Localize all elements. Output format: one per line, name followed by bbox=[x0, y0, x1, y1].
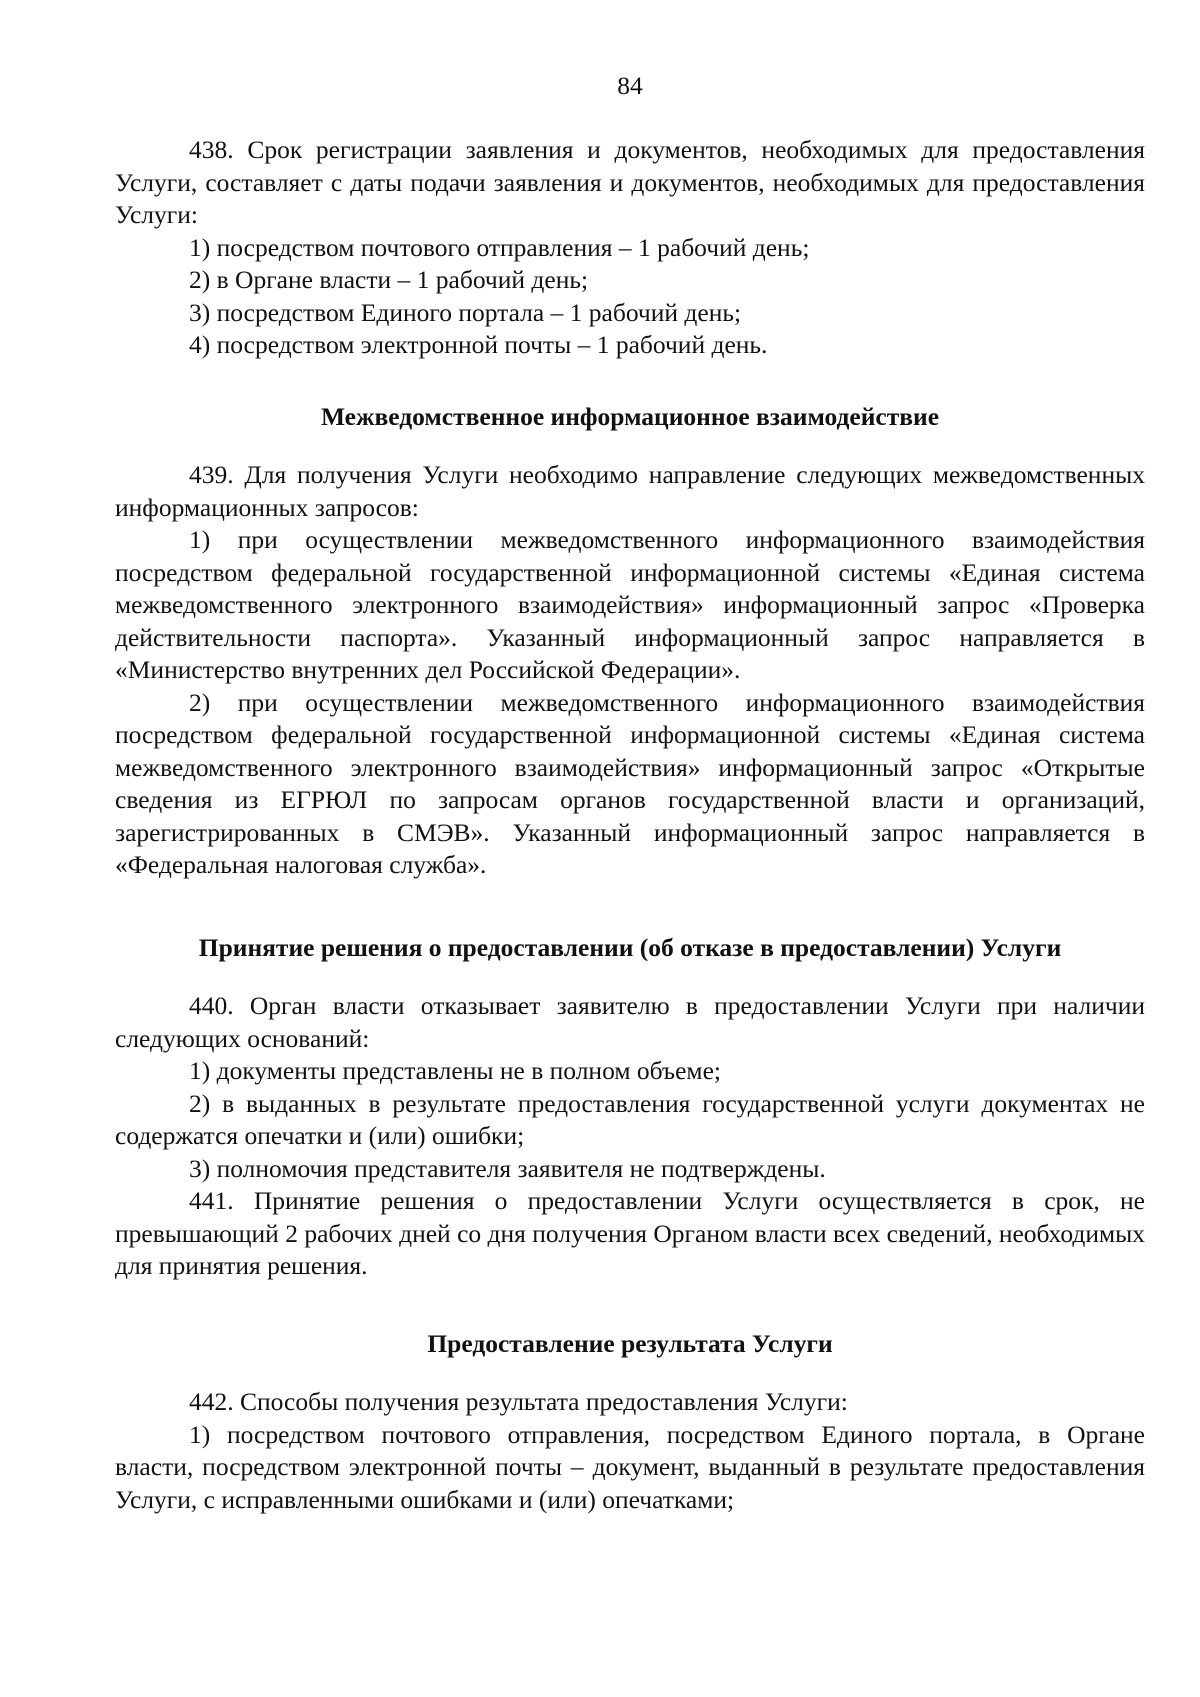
list-item: 1) при осуществлении межведомственного информационного взаимодействия посредством федеральной государственной информационной системы «Единая система межведомственного электронного взаимодействия» информационный запрос «Проверка действительности паспорта». Указанный информационный запрос направляется в «Министерство внутренних дел Российской Федерации». bbox=[115, 525, 1145, 684]
document-body bbox=[115, 134, 1145, 1516]
page-number: 84 bbox=[617, 71, 643, 100]
paragraph-439: 439. Для получения Услуги необходимо направление следующих межведомственных информационных запросов: bbox=[115, 460, 1145, 522]
section-heading-interagency: Межведомственное информационное взаимодействие bbox=[320, 401, 940, 431]
list-item: 1) посредством почтового отправления, посредством Единого портала, в Органе власти, посредством электронной почты – документ, выданный в результате предоставления Услуги, с исправленными ошибками и (или) опечатками; bbox=[115, 1419, 1145, 1514]
paragraph-438: 438. Срок регистрации заявления и документов, необходимых для предоставления Услуги, составляет с даты подачи заявления и документов, необходимых для предоставления Услуги: bbox=[115, 135, 1145, 229]
list-item: 2) в Органе власти – 1 рабочий день; bbox=[189, 265, 589, 294]
list-item: 3) посредством Единого портала – 1 рабочий день; bbox=[189, 297, 742, 327]
list-item: 2) при осуществлении межведомственного информационного взаимодействия посредством федеральной государственной информационной системы «Единая система межведомственного электронного взаимодействия» информационный запрос «Открытые сведения из ЕГРЮЛ по запросам органов государственной власти и организаций, зарегистрированных в СМЭВ». Указанный информационный запрос направляется в «Федеральная налоговая служба». bbox=[115, 687, 1145, 879]
section-heading-result: Предоставление результата Услуги bbox=[427, 1328, 833, 1358]
paragraph-440: 440. Орган власти отказывает заявителю в предоставлении Услуги при наличии следующих оснований: bbox=[115, 991, 1145, 1053]
paragraph-441: 441. Принятие решения о предоставлении Услуги осуществляется в срок, не превышающий 2 рабочих дней со дня получения Органом власти всех сведений, необходимых для принятия решения. bbox=[115, 1186, 1145, 1280]
list-item: 4) посредством электронной почты – 1 рабочий день. bbox=[189, 330, 768, 359]
paragraph-442: 442. Способы получения результата предоставления Услуги: bbox=[189, 1387, 848, 1416]
list-item: 2) в выданных в результате предоставления государственной услуги документах не содержатся опечатки и (или) ошибки; bbox=[115, 1088, 1145, 1150]
list-item: 1) документы представлены не в полном объеме; bbox=[189, 1056, 721, 1085]
list-item: 1) посредством почтового отправления – 1 рабочий день; bbox=[189, 232, 810, 262]
section-heading-decision: Принятие решения о предоставлении (об отказе в предоставлении) Услуги bbox=[198, 932, 1062, 962]
list-item: 3) полномочия представителя заявителя не подтверждены. bbox=[189, 1153, 826, 1183]
